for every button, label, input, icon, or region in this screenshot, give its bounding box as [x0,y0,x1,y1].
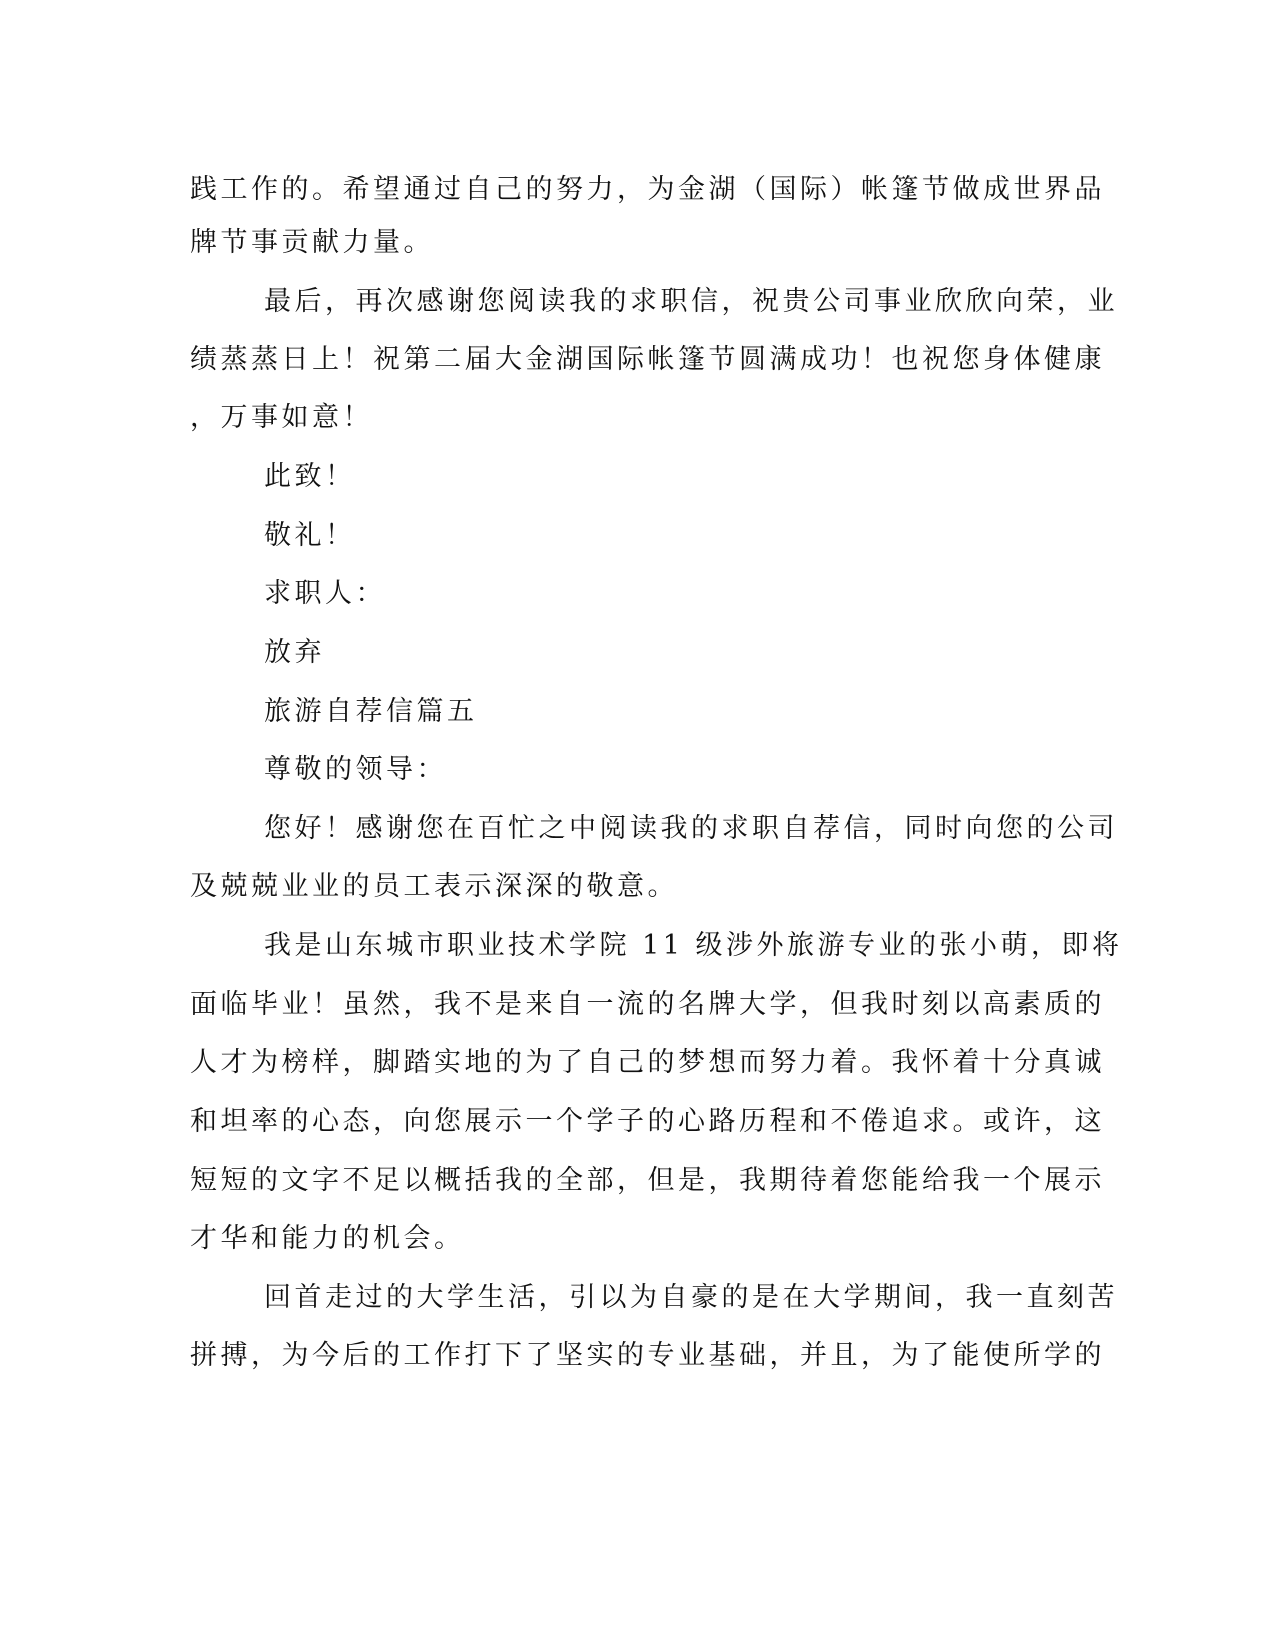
text-line: 牌节事贡献力量。 [190,227,434,258]
text-line: 拼搏，为今后的工作打下了坚实的专业基础，并且，为了能使所学的 [190,1340,1105,1371]
signature-name: 放弃 [264,637,325,668]
text-line: 才华和能力的机会。 [190,1223,465,1254]
paragraph-line: 回首走过的大学生活，引以为自豪的是在大学期间，我一直刻苦 [264,1282,1118,1313]
text-line: 及兢兢业业的员工表示深深的敬意。 [190,871,678,902]
text-line: 面临毕业！虽然，我不是来自一流的名牌大学，但我时刻以高素质的 [190,989,1105,1020]
text-line: 践工作的。希望通过自己的努力，为金湖（国际）帐篷节做成世界品 [190,174,1105,205]
section-title: 旅游自荐信篇五 [264,696,478,727]
salutation: 尊敬的领导： [264,754,447,785]
text-line: 人才为榜样，脚踏实地的为了自己的梦想而努力着。我怀着十分真诚 [190,1047,1105,1078]
text-line: 和坦率的心态，向您展示一个学子的心路历程和不倦追求。或许，这 [190,1106,1105,1137]
text-line: ，万事如意！ [190,402,373,433]
text-line: 短短的文字不足以概括我的全部，但是，我期待着您能给我一个展示 [190,1165,1105,1196]
closing-line: 敬礼！ [264,520,356,551]
closing-line: 此致！ [264,461,356,492]
signature-label: 求职人： [264,578,386,609]
paragraph-line: 您好！感谢您在百忙之中阅读我的求职自荐信，同时向您的公司 [264,813,1118,844]
paragraph-line: 我是山东城市职业技术学院 11 级涉外旅游专业的张小萌，即将 [264,930,1123,961]
paragraph-line: 最后，再次感谢您阅读我的求职信，祝贵公司事业欣欣向荣，业 [264,286,1118,317]
text-line: 绩蒸蒸日上！祝第二届大金湖国际帐篷节圆满成功！也祝您身体健康 [190,344,1105,375]
